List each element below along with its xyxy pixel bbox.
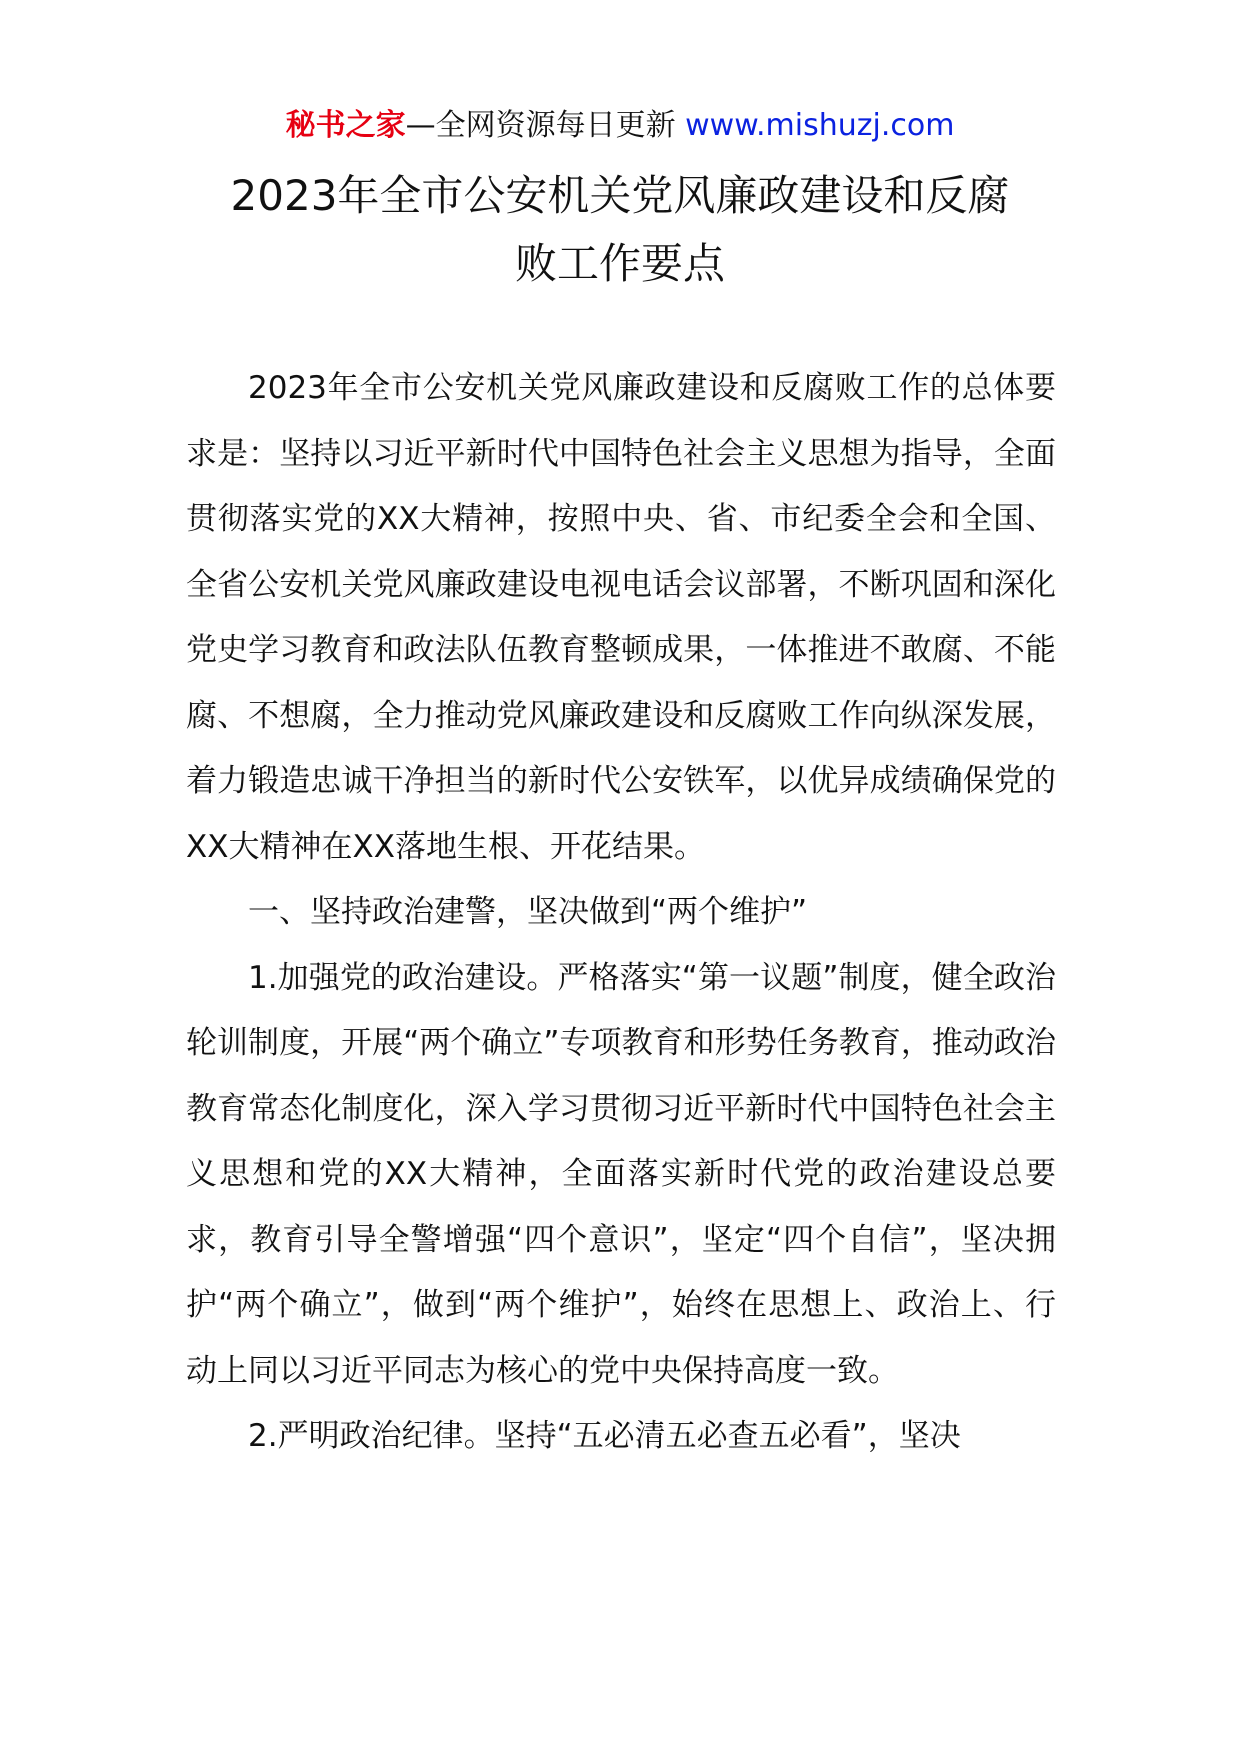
document-body: [186, 356, 1056, 1470]
document-title-line-1: 2023年全市公安机关党风廉政建设和反腐: [230, 171, 1010, 220]
site-banner: [0, 104, 1240, 148]
item-paragraph-1: 1.加强党的政治建设。严格落实“第一议题”制度，健全政治轮训制度，开展“两个确立”专项教育和形势任务教育，推动政治教育常态化制度化，深入学习贯彻习近平新时代中国特色社会主义思想和党的XX大精神，全面落实新时代党的政治建设总要求，教育引导全警增强“四个意识”，坚定“四个自信”，坚决拥护“两个确立”，做到“两个维护”，始终在思想上、政治上、行动上同以习近平同志为核心的党中央保持高度一致。: [186, 959, 1056, 1389]
document-title-line-2: 败工作要点: [514, 239, 725, 288]
section-heading-1: 一、坚持政治建警，坚决做到“两个维护”: [248, 894, 808, 930]
item-paragraph-2: 2.严明政治纪律。坚持“五必清五必查五必看”，坚决: [248, 1418, 961, 1454]
document-title: [150, 162, 1090, 298]
site-tagline: —全网资源每日更新: [405, 108, 686, 143]
site-brand: 秘书之家: [285, 108, 406, 143]
intro-paragraph: 2023年全市公安机关党风廉政建设和反腐败工作的总体要求是：坚持以习近平新时代中国特色社会主义思想为指导，全面贯彻落实党的XX大精神，按照中央、省、市纪委全会和全国、全省公安机关党风廉政建设电视电话会议部署，不断巩固和深化党史学习教育和政法队伍教育整顿成果，一体推进不敢腐、不能腐、不想腐，全力推动党风廉政建设和反腐败工作向纵深发展，着力锻造忠诚干净担当的新时代公安铁军，以优异成绩确保党的XX大精神在XX落地生根、开花结果。: [186, 370, 1056, 865]
site-url-link[interactable]: www.mishuzj.com: [685, 108, 955, 143]
